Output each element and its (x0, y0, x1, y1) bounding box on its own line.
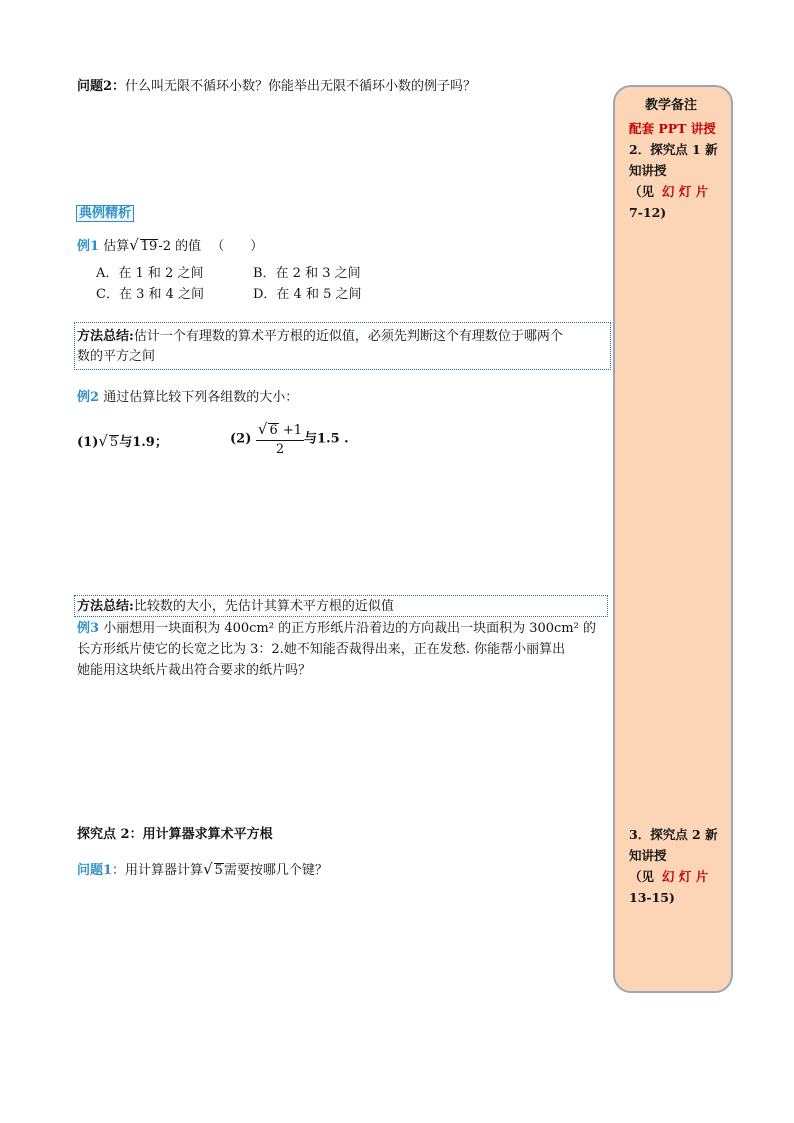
sqrt-icon: √ (257, 420, 268, 438)
teaching-notes-panel (613, 85, 733, 993)
example-2 (77, 389, 298, 407)
method-summary-2-text: 比较数的大小，先估计其算术平方根的近似值 (133, 599, 394, 614)
question-2 (77, 78, 476, 96)
example-1 (77, 236, 263, 256)
question-1-pre: 用计算器计算 (125, 863, 204, 878)
notes-line-6: 3．探究点 2 新 (629, 827, 718, 842)
example-3-line-3: 她能用这块纸片裁出符合要求的纸片吗？ (77, 663, 312, 678)
example-2-part-1-label: (1) (77, 435, 99, 450)
notes-line-4-a: （见 (629, 184, 655, 199)
notes-line-4-b: 幻 灯 片 (662, 184, 709, 199)
example-2-part-1-radicand: 5 (109, 435, 119, 450)
example-1-radicand: 19 (140, 239, 158, 254)
example-3-label: 例3 (77, 621, 100, 636)
method-summary-1-label: 方法总结: (77, 329, 134, 344)
example-2-part-2-radicand: 6 (269, 423, 278, 438)
example-1-post: -2 的值 (158, 239, 202, 254)
example-3-text-1: 小丽想用一块面积为 400cm² 的正方形纸片沿着边的方向裁出一块面积为 300cm² 的 (103, 621, 596, 636)
notes-line-1: 配套 PPT 讲授 (629, 121, 716, 136)
example-1-option-c: C．在 3 和 4 之间 (96, 287, 205, 302)
notes-line-7: 知讲授 (629, 848, 667, 863)
notes-line-8 (629, 866, 708, 887)
example-2-part-1 (77, 432, 168, 452)
notes-line-9: 13-15) (629, 890, 675, 905)
example-2-part-2-denominator: 2 (275, 442, 285, 457)
sqrt-icon: √ (129, 236, 139, 254)
example-1-pre: 估算 (103, 239, 130, 254)
teaching-notes-title: 教学备注 (645, 98, 698, 113)
example-1-option-a: A．在 1 和 2 之间 (96, 266, 204, 281)
example-1-option-b: B．在 2 和 3 之间 (253, 266, 361, 281)
example-2-label: 例2 (77, 390, 100, 405)
notes-line-8-b: 幻 灯 片 (662, 869, 709, 884)
explore-point-2-title: 探究点 2：用计算器求算术平方根 (77, 827, 273, 842)
example-2-part-1-post: 与1.9； (119, 435, 168, 450)
question-1 (77, 860, 328, 880)
example-3-line-1 (77, 620, 596, 638)
question-2-label: 问题2： (77, 79, 126, 94)
example-2-part-2-label: (2) (230, 431, 252, 447)
question-1-post: 需要按哪几个键？ (223, 863, 328, 878)
notes-line-5: 7-12) (629, 205, 667, 220)
method-summary-2 (74, 595, 608, 617)
question-2-text: 什么叫无限不循环小数？你能举出无限不循环小数的例子吗？ (125, 79, 477, 94)
example-2-part-2-num-post: +1 (278, 423, 303, 438)
sqrt-icon: √ (98, 432, 108, 450)
method-summary-1 (74, 322, 611, 370)
example-2-part-2-post: 与1.5 . (304, 431, 349, 447)
sqrt-icon: √ (203, 860, 213, 878)
question-1-label: 问题1： (77, 863, 126, 878)
notes-line-3: 知讲授 (629, 163, 667, 178)
example-2-text: 通过估算比较下列各组数的大小： (103, 390, 299, 405)
notes-line-4 (629, 181, 708, 202)
section-badge-text: 典例精析 (76, 205, 134, 222)
example-2-fraction (256, 420, 304, 459)
example-1-option-d: D．在 4 和 5 之间 (253, 287, 362, 302)
example-3-line-2: 长方形纸片使它的长宽之比为 3：2.她不知能否裁得出来，正在发愁. 你能帮小丽算出 (77, 642, 566, 657)
method-summary-1-line2: 数的平方之间 (77, 349, 156, 364)
method-summary-2-label: 方法总结: (77, 599, 134, 614)
example-1-label: 例1 (77, 239, 100, 254)
method-summary-1-line1: 估计一个有理数的算术平方根的近似值，必须先判断这个有理数位于哪两个 (133, 329, 563, 344)
notes-line-8-a: （见 (629, 869, 655, 884)
section-badge (76, 202, 134, 222)
question-1-radicand: 5 (214, 863, 223, 878)
example-1-paren: （ ） (211, 239, 264, 254)
example-2-part-2 (230, 420, 349, 459)
notes-line-2: 2．探究点 1 新 (629, 142, 718, 157)
